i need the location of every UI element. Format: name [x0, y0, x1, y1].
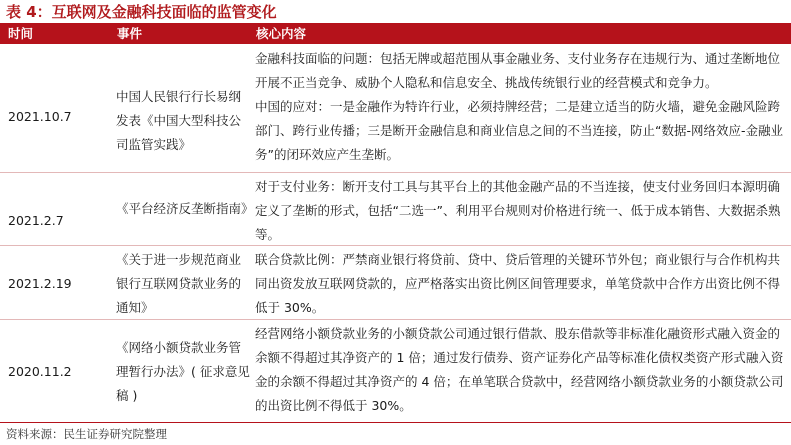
table-row	[0, 173, 791, 246]
row-event: 《平台经济反垄断指南》	[116, 201, 254, 216]
row-time: 2021.10.7	[8, 109, 72, 124]
table-row	[0, 320, 791, 422]
row-content	[255, 47, 785, 167]
row-content-paragraph: 对于支付业务：断开支付工具与其平台上的其他金融产品的不当连接，使支付业务回归本源明确定义了垄断的形式，包括“二选一”、利用平台规则对价格进行统一、低于成本销售、大数据杀熟等。	[255, 179, 781, 242]
table-row	[0, 246, 791, 320]
row-content	[255, 322, 785, 418]
row-content	[255, 175, 785, 247]
row-event: 中国人民银行行长易纲发表《中国大型科技公司监管实践》	[116, 89, 242, 152]
row-content-paragraph: 金融科技面临的问题：包括无牌或超范围从事金融业务、支付业务存在违规行为、通过垄断地位开展不正当竞争、威胁个人隐私和信息安全、挑战传统银行业的经营模式和竞争力。	[255, 51, 781, 90]
row-time: 2021.2.7	[8, 213, 64, 228]
row-event: 《网络小额贷款业务管理暂行办法》( 征求意见稿 )	[116, 340, 250, 403]
row-content	[255, 248, 785, 320]
row-content-paragraph: 经营网络小额贷款业务的小额贷款公司通过银行借款、股东借款等非标准化融资形式融入资金的余额不得超过其净资产的 1 倍；通过发行债券、资产证券化产品等标准化债权类资产形式融入资金的余额不得超过其净资产的 4 倍；在单笔联合贷款中，经营网络小额贷款业务的小额贷款公司的出资比例不得低于 30%。	[255, 326, 784, 413]
row-time: 2020.11.2	[8, 364, 72, 379]
source-note: 资料来源：民生证券研究院整理	[6, 427, 167, 441]
table-header	[0, 23, 791, 44]
row-event: 《关于进一步规范商业银行互联网贷款业务的通知》	[116, 252, 242, 315]
column-header-time: 时间	[8, 26, 34, 41]
row-time: 2021.2.19	[8, 276, 72, 291]
table-title: 表 4：互联网及金融科技面临的监管变化	[6, 3, 277, 21]
row-content-paragraph: 中国的应对：一是金融作为特许行业，必须持牌经营；二是建立适当的防火墙，避免金融风险跨部门、跨行业传播；三是断开金融信息和商业信息之间的不当连接，防止“数据-网络效应-金融业务”的闭环效应产生垄断。	[255, 99, 783, 162]
table-row	[0, 45, 791, 173]
table-bottom-rule	[0, 422, 791, 423]
column-header-event: 事件	[117, 26, 143, 41]
column-header-content: 核心内容	[256, 26, 307, 41]
row-content-paragraph: 联合贷款比例：严禁商业银行将贷前、贷中、贷后管理的关键环节外包；商业银行与合作机构共同出资发放互联网贷款的，应严格落实出资比例区间管理要求，单笔贷款中合作方出资比例不得低于 30%。	[255, 252, 781, 315]
